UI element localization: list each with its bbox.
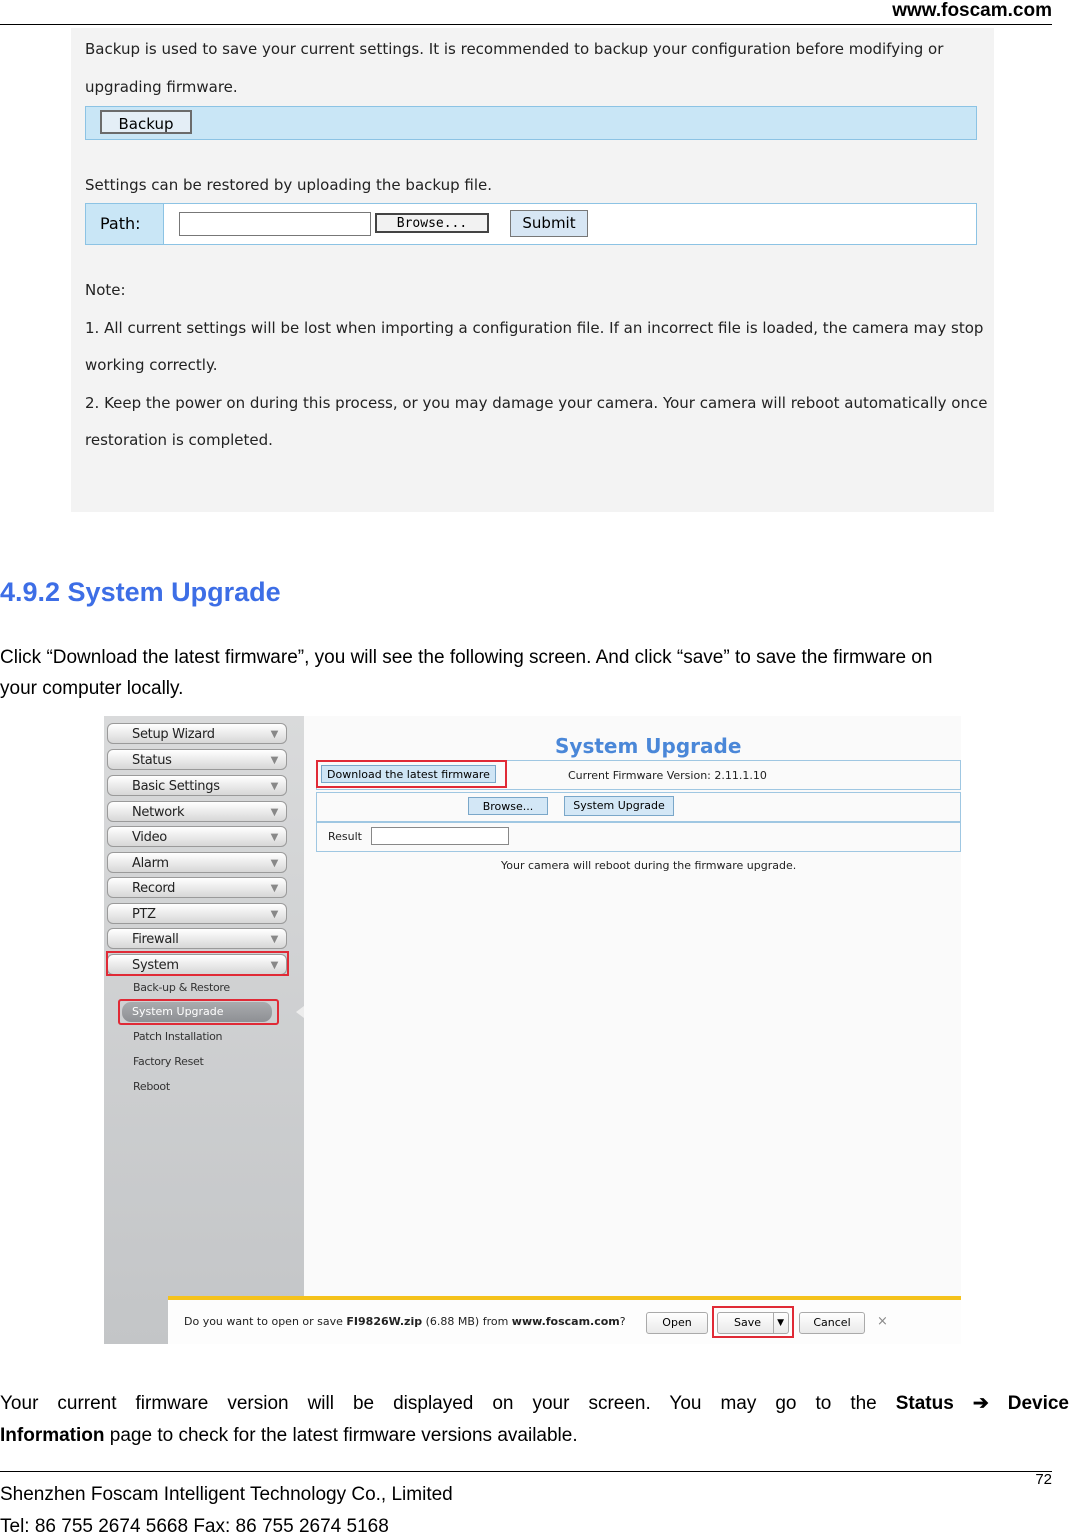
- menu-label: Setup Wizard: [132, 727, 215, 742]
- chevron-down-icon: ▼: [270, 755, 278, 766]
- highlight-download: [316, 760, 507, 788]
- save-label: Save: [734, 1316, 762, 1329]
- backup-restore-screenshot: [71, 28, 994, 512]
- menu-label: Network: [132, 805, 185, 820]
- section-title: 4.9.2 System Upgrade: [0, 577, 281, 607]
- close-icon[interactable]: ×: [877, 1314, 888, 1329]
- cancel-button[interactable]: Cancel: [799, 1312, 865, 1334]
- result-field: [371, 827, 509, 845]
- highlight-system-upgrade: [118, 999, 279, 1025]
- dropdown-arrow-icon[interactable]: ▼: [773, 1313, 784, 1333]
- header-rule: [0, 24, 1052, 25]
- note-title: Note:: [85, 281, 126, 299]
- system-upgrade-screenshot: [104, 716, 961, 1344]
- reboot-note: Your camera will reboot during the firmware upgrade.: [501, 859, 797, 872]
- menu-setup-wizard[interactable]: [107, 723, 287, 744]
- chevron-down-icon: ▼: [270, 807, 278, 818]
- chevron-down-icon: ▼: [270, 729, 278, 740]
- backup-button[interactable]: Backup: [100, 110, 192, 134]
- submenu-reboot[interactable]: Reboot: [133, 1080, 170, 1093]
- menu-ptz[interactable]: [107, 903, 287, 924]
- menu-video[interactable]: [107, 826, 287, 847]
- system-upgrade-button[interactable]: System Upgrade: [564, 796, 674, 816]
- menu-status[interactable]: [107, 749, 287, 770]
- highlight-save: [712, 1306, 794, 1338]
- menu-alarm[interactable]: [107, 852, 287, 873]
- chevron-down-icon: ▼: [270, 960, 278, 971]
- footer-rule: [0, 1471, 1052, 1472]
- download-file-name: FI9826W.zip: [346, 1315, 423, 1328]
- backup-row: [85, 106, 977, 140]
- sidebar: [104, 716, 304, 1344]
- note2-line2: restoration is completed.: [85, 431, 273, 449]
- submit-button[interactable]: Submit: [510, 210, 588, 237]
- information-text: Information: [0, 1425, 105, 1446]
- page-number: 72: [1035, 1471, 1052, 1488]
- active-pointer-icon: [296, 1006, 304, 1018]
- download-firmware-button[interactable]: Download the latest firmware: [321, 765, 496, 783]
- submenu-system-upgrade[interactable]: System Upgrade: [122, 1002, 272, 1022]
- menu-label: Firewall: [132, 932, 179, 947]
- chevron-down-icon: ▼: [270, 909, 278, 920]
- menu-label: System: [132, 958, 179, 973]
- upgrade-content: [304, 716, 961, 1296]
- menu-label: Video: [132, 830, 167, 845]
- menu-network[interactable]: [107, 801, 287, 822]
- menu-firewall[interactable]: [107, 928, 287, 949]
- backup-intro-line1: Backup is used to save your current settings. It is recommended to backup your configuration before modifying or: [85, 40, 944, 58]
- footer-company: Shenzhen Foscam Intelligent Technology Co., Limited: [0, 1484, 453, 1505]
- menu-label: PTZ: [132, 907, 156, 922]
- chevron-down-icon: ▼: [270, 858, 278, 869]
- current-firmware-version: Current Firmware Version: 2.11.1.10: [568, 769, 767, 782]
- result-label: Result: [328, 830, 362, 843]
- menu-basic-settings[interactable]: [107, 775, 287, 796]
- chevron-down-icon: ▼: [270, 781, 278, 792]
- note1-line1: 1. All current settings will be lost when importing a configuration file. If an incorrect file is loaded, the camera may stop: [85, 319, 984, 337]
- path-label: Path:: [86, 204, 164, 244]
- menu-label: Record: [132, 881, 176, 896]
- path-row: [85, 203, 977, 245]
- footer-contact: Tel: 86 755 2674 5668 Fax: 86 755 2674 5168: [0, 1516, 389, 1537]
- para1-line2: your computer locally.: [0, 678, 184, 699]
- note1-line2: working correctly.: [85, 356, 218, 374]
- download-site: www.foscam.com: [511, 1315, 620, 1328]
- device-text: Device: [1007, 1393, 1069, 1414]
- chevron-down-icon: ▼: [270, 934, 278, 945]
- header-url: www.foscam.com: [892, 0, 1052, 21]
- status-link-text: Status: [895, 1393, 954, 1414]
- chevron-down-icon: ▼: [270, 883, 278, 894]
- download-notification-bar: [168, 1296, 961, 1344]
- para2-line1: Your current firmware version will be displayed on your screen. You may go to the Status ➔ Device: [0, 1393, 1069, 1414]
- backup-intro-line2: upgrading firmware.: [85, 78, 238, 96]
- browse-firmware-button[interactable]: Browse...: [468, 797, 548, 815]
- download-prompt: Do you want to open or save FI9826W.zip (6.88 MB) from www.foscam.com?: [184, 1315, 626, 1328]
- upgrade-title: System Upgrade: [555, 734, 742, 758]
- highlight-system: [106, 951, 289, 976]
- menu-record[interactable]: [107, 877, 287, 898]
- note2-line1: 2. Keep the power on during this process, or you may damage your camera. Your camera will reboot automatically once: [85, 394, 988, 412]
- menu-label: Alarm: [132, 856, 169, 871]
- restore-text: Settings can be restored by uploading the backup file.: [85, 176, 493, 194]
- open-button[interactable]: Open: [646, 1312, 708, 1334]
- menu-label: Basic Settings: [132, 779, 220, 794]
- para1-line1: Click “Download the latest firmware”, you will see the following screen. And click “save” to save the firmware on: [0, 647, 933, 668]
- submenu-factory-reset[interactable]: Factory Reset: [133, 1055, 204, 1068]
- menu-label: Status: [132, 753, 172, 768]
- submenu-patch-installation[interactable]: Patch Installation: [133, 1030, 223, 1043]
- arrow-icon: ➔: [972, 1393, 989, 1414]
- para2-line2: Information page to check for the latest firmware versions available.: [0, 1425, 578, 1446]
- submenu-backup-restore[interactable]: Back-up & Restore: [133, 981, 230, 994]
- browse-button[interactable]: Browse...: [375, 213, 489, 233]
- chevron-down-icon: ▼: [270, 832, 278, 843]
- path-input[interactable]: [179, 212, 371, 236]
